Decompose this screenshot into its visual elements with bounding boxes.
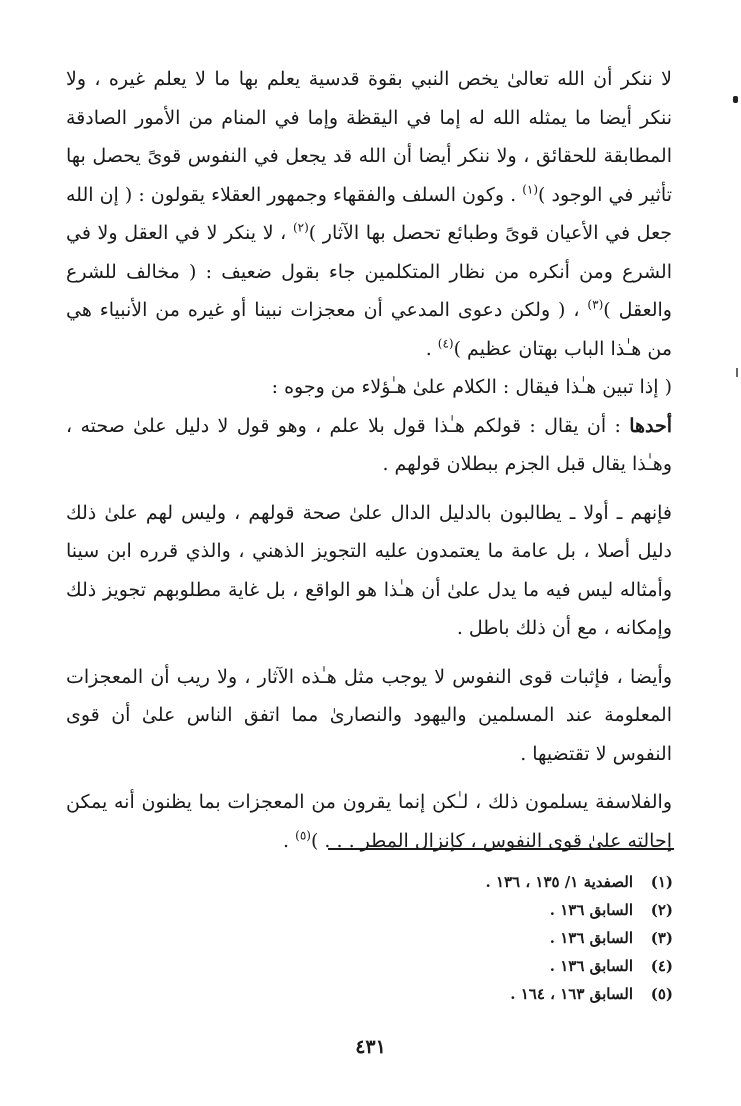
footnote-number: (١) bbox=[650, 873, 673, 891]
footnote-text: الصفدية ١/ ١٣٥ ، ١٣٦ . bbox=[485, 873, 633, 891]
paragraph-1-text-e: . bbox=[425, 337, 438, 360]
paragraph-1-text-d: ، ( ولكن دعوى المدعي أن معجزات نبينا أو غيره من الأنبياء هي من هـٰذا الباب بهتان عظيم ) bbox=[66, 299, 672, 360]
footnote-ref-1[interactable]: (١) bbox=[522, 182, 539, 197]
footnote-item bbox=[313, 952, 673, 980]
footnote-item bbox=[313, 868, 673, 896]
page-body bbox=[66, 60, 672, 860]
margin-tick bbox=[736, 368, 738, 377]
footnote-ref-3[interactable]: (٣) bbox=[587, 297, 604, 312]
footnote-number: (٢) bbox=[650, 901, 673, 919]
footnote-ref-5[interactable]: (٥) bbox=[295, 828, 311, 843]
footnote-separator bbox=[328, 848, 674, 850]
paragraph-4 bbox=[66, 494, 672, 648]
paragraph-1-text: لا ننكر أن الله تعالىٰ يخص النبي بقوة قدسية يعلم بها ما لا يعلم غيره ، ولا ننكر أيضا ما يمثله الله له إما في اليقظة وإما في المنام من الأمور الصادقة المطابقة للحقائق ، ولا ننكر أيضا أن الله قد يجعل في النفوس قوىً يحصل بها تأثير في الوجود ) bbox=[66, 68, 672, 206]
footnote-text: السابق ١٦٣ ، ١٦٤ . bbox=[510, 985, 633, 1003]
paragraph-3-lead: أحدها bbox=[629, 414, 672, 437]
paragraph-5 bbox=[66, 658, 672, 774]
paragraph-2 bbox=[66, 368, 672, 407]
paragraph-3-text: : أن يقال : قولكم هـٰذا قول بلا علم ، وهو قول لا دليل علىٰ صحته ، وهـٰذا يقال قبل الجزم ببطلان قولهم . bbox=[66, 414, 672, 475]
footnote-text: السابق ١٣٦ . bbox=[549, 901, 633, 919]
footnote-text: السابق ١٣٦ . bbox=[549, 929, 633, 947]
paragraph-1-text-c: ، لا ينكر لا في العقل ولا في الشرع ومن أنكره من نظار المتكلمين جاء بقول ضعيف : ( مخالف للشرع والعقل ) bbox=[66, 222, 672, 321]
paragraph-1-text-b: . وكون السلف والفقهاء وجمهور العقلاء يقولون : ( إن الله جعل في الأعيان قوىً وطبائع تحصل بها الآثار ) bbox=[66, 183, 672, 244]
paragraph-4-text: فإنهم ـ أولا ـ يطالبون بالدليل الدال علىٰ صحة قولهم ، وليس لهم علىٰ ذلك دليل أصلا ، بل عامة ما يعتمدون عليه التجويز الذهني ، والذي قرره ابن سينا وأمثاله ليس فيه ما يدل علىٰ أن هـٰذا هو الواقع ، بل غاية مطلوبهم تجويز ذلك وإمكانه ، مع أن ذلك باطل . bbox=[66, 501, 672, 639]
paragraph-5-text: وأيضا ، فإثبات قوى النفوس لا يوجب مثل هـٰذه الآثار ، ولا ريب أن المعجزات المعلومة عند المسلمين واليهود والنصارىٰ مما اتفق الناس علىٰ أن قوى النفوس لا تقتضيها . bbox=[66, 665, 672, 765]
paragraph-6-text-b: . bbox=[283, 829, 296, 852]
footnote-item bbox=[313, 896, 673, 924]
footnote-ref-4[interactable]: (٤) bbox=[437, 336, 454, 351]
paragraph-6-text: والفلاسفة يسلمون ذلك ، لـٰكن إنما يقرون من المعجزات بما يظنون أنه يمكن إحالته علىٰ قوى النفوس ، كإنزال المطر . . . ) bbox=[66, 791, 672, 852]
footnotes bbox=[313, 868, 673, 1008]
footnote-item bbox=[313, 980, 673, 1008]
paragraph-1 bbox=[66, 60, 672, 368]
footnote-text: السابق ١٣٦ . bbox=[549, 957, 633, 975]
footnote-item bbox=[313, 924, 673, 952]
footnote-number: (٤) bbox=[650, 957, 673, 975]
footnote-ref-2[interactable]: (٢) bbox=[292, 220, 309, 235]
paragraph-3 bbox=[66, 407, 672, 484]
paragraph-2-text: ( إذا تبين هـٰذا فيقال : الكلام علىٰ هـٰؤلاء من وجوه : bbox=[271, 376, 672, 398]
footnote-number: (٥) bbox=[650, 985, 673, 1003]
margin-mark bbox=[733, 96, 738, 103]
page-number: ٤٣١ bbox=[355, 1036, 386, 1058]
footnote-number: (٣) bbox=[650, 929, 673, 947]
